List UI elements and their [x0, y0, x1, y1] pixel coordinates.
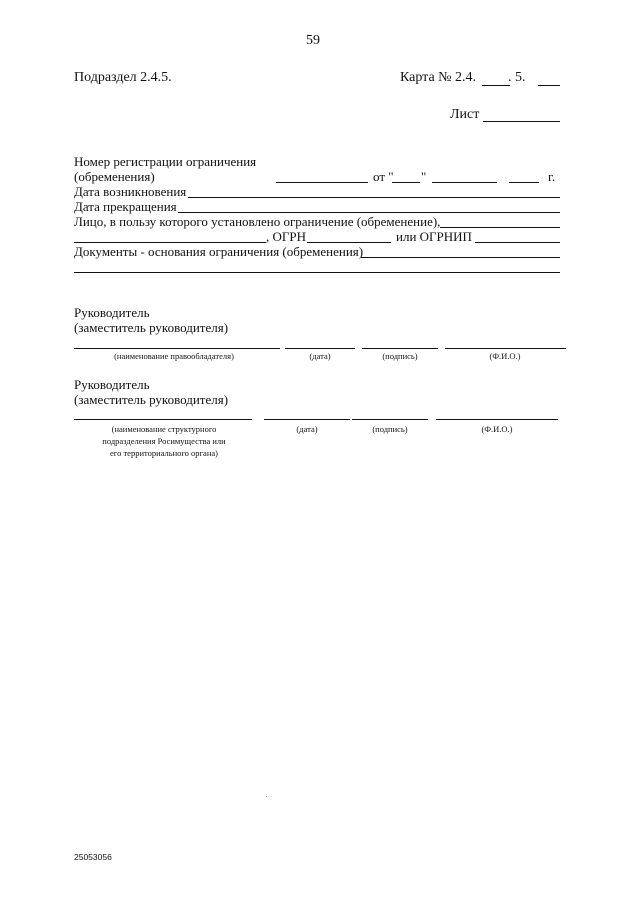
date-end-blank[interactable]	[178, 212, 560, 213]
signer1-org-caption: (наименование правообладателя)	[114, 351, 234, 361]
signer2-subtitle: (заместитель руководителя)	[74, 392, 229, 407]
ogrn-label: , ОГРН	[266, 229, 307, 244]
card-number-blank-2[interactable]	[538, 85, 560, 86]
page-number: 59	[306, 33, 320, 48]
card-number-blank-1[interactable]	[482, 85, 510, 86]
ogrnip-blank[interactable]	[475, 242, 560, 243]
beneficiary-blank-1[interactable]	[440, 227, 560, 228]
documents-blank-2[interactable]	[74, 272, 560, 273]
signer1-sign-line[interactable]	[362, 348, 438, 349]
ogrnip-label: или ОГРНИП	[396, 229, 472, 244]
ogrn-blank[interactable]	[307, 242, 391, 243]
signer2-org-caption-line3: его территориального органа)	[110, 448, 218, 458]
year-label: г.	[548, 169, 556, 184]
registration-year-blank[interactable]	[509, 182, 539, 183]
sheet-number-blank[interactable]	[483, 121, 560, 122]
date-start-label: Дата возникновения	[74, 184, 187, 199]
documents-blank-1[interactable]	[361, 257, 560, 258]
signer1-org-line[interactable]	[74, 348, 280, 349]
signer2-sign-caption: (подпись)	[372, 424, 408, 434]
signer1-fio-caption: (Ф.И.О.)	[489, 351, 521, 361]
documents-label: Документы - основания ограничения (обременения)	[74, 244, 364, 259]
signer2-date-line[interactable]	[264, 419, 350, 420]
card-number-label: Карта № 2.4.	[400, 70, 477, 85]
subsection-title: Подраздел 2.4.5.	[74, 70, 172, 85]
sheet-label: Лист	[450, 107, 480, 122]
signer2-org-line[interactable]	[74, 419, 252, 420]
signer2-sign-line[interactable]	[352, 419, 428, 420]
registration-number-blank[interactable]	[276, 182, 368, 183]
signer1-fio-line[interactable]	[445, 348, 566, 349]
date-end-label: Дата прекращения	[74, 199, 177, 214]
signer1-title: Руководитель	[74, 305, 150, 320]
beneficiary-label: Лицо, в пользу которого установлено ограничение (обременение),	[74, 214, 441, 229]
scan-dot	[266, 796, 267, 797]
signer1-date-caption: (дата)	[309, 351, 331, 361]
signer1-date-line[interactable]	[285, 348, 355, 349]
signer2-date-caption: (дата)	[296, 424, 318, 434]
signer2-org-caption-line1: (наименование структурного	[111, 424, 217, 434]
signer2-fio-caption: (Ф.И.О.)	[481, 424, 513, 434]
registration-day-blank[interactable]	[392, 182, 420, 183]
document-code: 25053056	[74, 852, 112, 862]
signer2-fio-line[interactable]	[436, 419, 558, 420]
registration-month-blank[interactable]	[432, 182, 497, 183]
signer2-org-caption-line2: подразделения Росимущества или	[102, 436, 226, 446]
quote-close: "	[421, 169, 427, 184]
registration-label-line1: Номер регистрации ограничения	[74, 154, 257, 169]
signer1-subtitle: (заместитель руководителя)	[74, 320, 229, 335]
beneficiary-blank-2[interactable]	[74, 242, 266, 243]
date-start-blank[interactable]	[188, 197, 560, 198]
signer1-sign-caption: (подпись)	[382, 351, 418, 361]
registration-label-line2: (обременения)	[74, 169, 155, 184]
card-number-mid: . 5.	[508, 70, 526, 85]
from-label: от "	[373, 169, 394, 184]
signer2-title: Руководитель	[74, 377, 150, 392]
